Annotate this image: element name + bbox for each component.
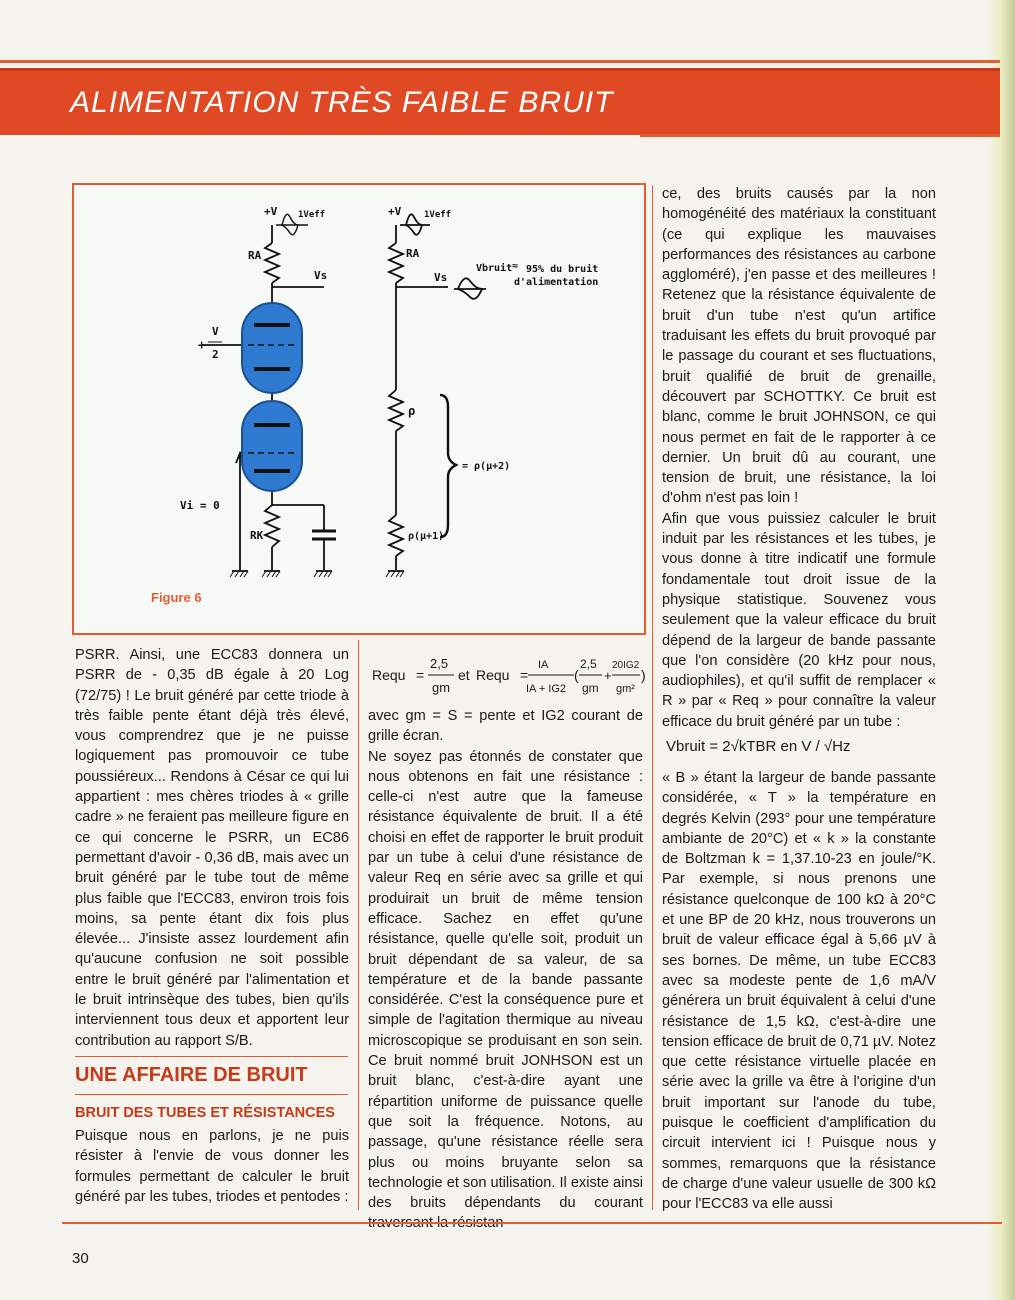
header-bottom-rule — [640, 134, 1000, 137]
formula-gm-1: gm — [432, 680, 451, 695]
column-divider-2 — [652, 185, 653, 1210]
formula-et: et — [458, 667, 470, 683]
svg-text:+: + — [198, 338, 206, 352]
col2-paragraph-2: Ne soyez pas étonnés de constater que nous obtenons en fait une résistance : celle-ci n'est autre que la fameuse résistance équivalente de bruit. Il a été choisi en effet de rapporter le bruit produit par un tube à celui d'une résistance de valeur Req en série avec sa grille et qui produirait un bruit de même tension efficace. Sachez en effet qu'une résistance, quelle qu'elle soit, produit un bruit dépendant de sa valeur, de sa température et de la bande passante considérée. C'est la conséquence pure et simple de l'agitation thermique au niveau microscopique se produisant en son sein. Ce bruit nommé bruit JONHSON est un bruit blanc, c'est-à-dire ayant une répartition uniforme de puissance quelle que soit la fréquence. Notons, au passage, qu'une résistance réelle sera plus ou moins bruyante selon sa technologie et son utilisation. Il existe ainsi des bruits dépendants du courant — [368, 748, 644, 1212]
column-2 — [368, 706, 643, 1234]
label-veff-left: 1Veff — [298, 210, 326, 220]
label-approx: ≈ — [512, 261, 519, 272]
col1-paragraph-2: Puisque nous en parlons, je ne puis résister à l'envie de vous donner les formules permettant de calculer le bruit généré par les tubes, triodes et pentodes : — [75, 1128, 349, 1205]
formula-20ig2: 20IG2 — [612, 660, 640, 671]
formula-ia: IA — [538, 659, 549, 671]
column-3-bottom — [662, 768, 936, 1215]
col3-paragraph-3: « B » étant la largeur de bande passante considérée, « T » la température en degrés Kelvin (293° pour une température ambiante de 20°C) et « k » la constante de Boltzman k = 1,37.10-23 en joule/°K. Par exemple, si nous prenons une résistance quelconque de 100 kΩ à 20°C et une BP de 20 kHz, nous trouverons un bruit de valeur efficace égal à 5,66 µV à ses bornes. De même, un tube ECC83 avec sa modeste pente de 1,6 mA/V générera un bruit équivalent à celui d'une résistance de 1,5 kΩ, c'est-à-dire une tension efficace de bruit de 0,71 µV. Notez que cette résistance virtuelle placée en série avec la grille va être à l'origine d'un bruit important sur l'anode du tube, puisque le coefficient d'amplification du circuit intervient ici ! Puisque nous y sommes, remarquons que la résistance de charge d'une valeur usuelle de 300 kΩ pour l'ECC83 va elle aussi — [662, 770, 936, 1213]
page-number: 30 — [72, 1250, 89, 1267]
column-1-top — [75, 645, 349, 1051]
footer-rule — [62, 1222, 1002, 1224]
formula-r-equ-2: Requ — [476, 667, 510, 683]
formula-gm-2: gm — [582, 681, 599, 695]
label-veff-right: 1Veff — [424, 210, 452, 220]
label-vs-right: Vs — [434, 271, 448, 284]
formula-num-25-2: 2,5 — [580, 657, 597, 671]
label-rho-mu-plus-two: = ρ(μ+2) — [462, 461, 511, 472]
label-half-v-den: 2 — [212, 348, 219, 361]
col3-paragraph-1: ce, des bruits causés par la non homogénéité des matériaux la constituant (ce qui explique les mauvaises performances des résistances au carbone aggloméré), j'en passe et des meilleures ! Retenez que la résistance équivalente de bruit d'un tube n'est qu'un artifice traduisant les effets du bruit provoqué par le passage du courant et ses fluctuations, bruit qualifié de bruit de grenaille, découvert par SCHOTTKY. Ce bruit est blanc, comme le bruit JOHNSON, ce qui nous permet en fait de le rapporter à ce dernier. Un bruit dû au courant, une tension de bruit, une résistance, la loi d'ohm n'est pas loin ! — [662, 186, 936, 507]
label-ra-left: RA — [248, 249, 262, 262]
section-rule-top — [75, 1056, 348, 1057]
triode-lower — [242, 401, 302, 491]
formula-num-25-1: 2,5 — [430, 656, 449, 671]
col1-paragraph-1: PSRR. Ainsi, une ECC83 donnera un PSRR de - 0,35 dB égale à 20 Log (72/75) ! Le bruit généré par cette triode à très faible pente étant déjà très élevé, vous comprendrez que je ne puisse logiquement pas promouvoir ce tube poussiéreux... Rendons à César ce qui lui appartient : mes chères triodes à « grille cadre » ne feraient pas meilleure figure en ce qui concerne le PSRR, un EC86 permettant d'avoir - 0,36 dB, mais avec un bruit généré par le tube tout de même plus faible que l'ECC83, environ trois fois moins, sa pente étant dix fois plus élevée... J'insiste assez lourdement afin qu'aucune confusion ne soit possible entre le bruit généré par l'alimentation et le bruit intrinsèque des tubes, bien qu'ils interviennent tous deux et apportent leur contribution au rapport S/B. — [75, 647, 349, 1049]
vbruit-formula: Vbruit = 2√kTBR en V / √Hz — [666, 738, 851, 755]
label-vbruit: Vbruit — [476, 263, 513, 274]
label-rho-mu-plus-one: ρ(μ+1) — [408, 531, 445, 542]
svg-text:+: + — [604, 668, 612, 683]
formula-ia-ig2: IA + IG2 — [526, 683, 567, 695]
svg-text:): ) — [641, 667, 646, 683]
header-top-rule — [0, 60, 1000, 63]
page-edge-shadow — [987, 0, 1015, 1300]
figure-6-frame — [72, 183, 646, 635]
column-1-bottom — [75, 1126, 349, 1207]
formula-gm2: gm² — [616, 683, 635, 695]
col2-paragraph-1: avec gm = S = pente et IG2 courant de grille écran. — [368, 708, 643, 745]
col3-paragraph-2: Afin que vous puissiez calculer le bruit induit par les résistances et les tubes, je vous donne à titre indicatif une formule fondamentale tout droit issue de la physique statistique. Souvenez vous seulement que la valeur efficace du bruit dépend de la largeur de bande passante que l'on considère (20 kHz pour nous, audiophiles), et qu'il suffit de remplacer « R » par « Req » pour connaître la valeur efficace du bruit généré par un tube : — [662, 510, 936, 730]
label-plus-v-left: +V — [264, 205, 278, 218]
svg-text:=: = — [520, 667, 529, 683]
label-half-v-num: V — [212, 325, 219, 338]
svg-text:(: ( — [574, 667, 579, 683]
circuit-diagram — [74, 185, 644, 633]
label-vs-left: Vs — [314, 269, 328, 282]
label-vbruit-desc-2: d'alimentation — [514, 277, 599, 288]
label-rho: ρ — [408, 404, 416, 418]
formula-r-equ-1: Requ — [372, 667, 406, 683]
triode-upper — [242, 303, 302, 393]
label-plus-v-right: +V — [388, 205, 402, 218]
section-title: UNE AFFAIRE DE BRUIT — [75, 1064, 308, 1086]
section-rule-bottom — [75, 1094, 348, 1095]
label-ra-right: RA — [406, 247, 420, 260]
req-formula — [368, 648, 648, 704]
label-vbruit-desc-1: 95% du bruit — [526, 264, 599, 275]
subsection-title: BRUIT DES TUBES ET RÉSISTANCES — [75, 1105, 335, 1121]
label-rk: RK — [250, 529, 264, 542]
figure-caption: Figure 6 — [151, 590, 202, 605]
column-divider-1 — [358, 640, 359, 1210]
page-title: ALIMENTATION TRÈS FAIBLE BRUIT — [70, 86, 614, 119]
column-3-top — [662, 184, 936, 732]
label-vi: Vi = 0 — [180, 499, 220, 512]
svg-text:=: = — [416, 667, 425, 683]
